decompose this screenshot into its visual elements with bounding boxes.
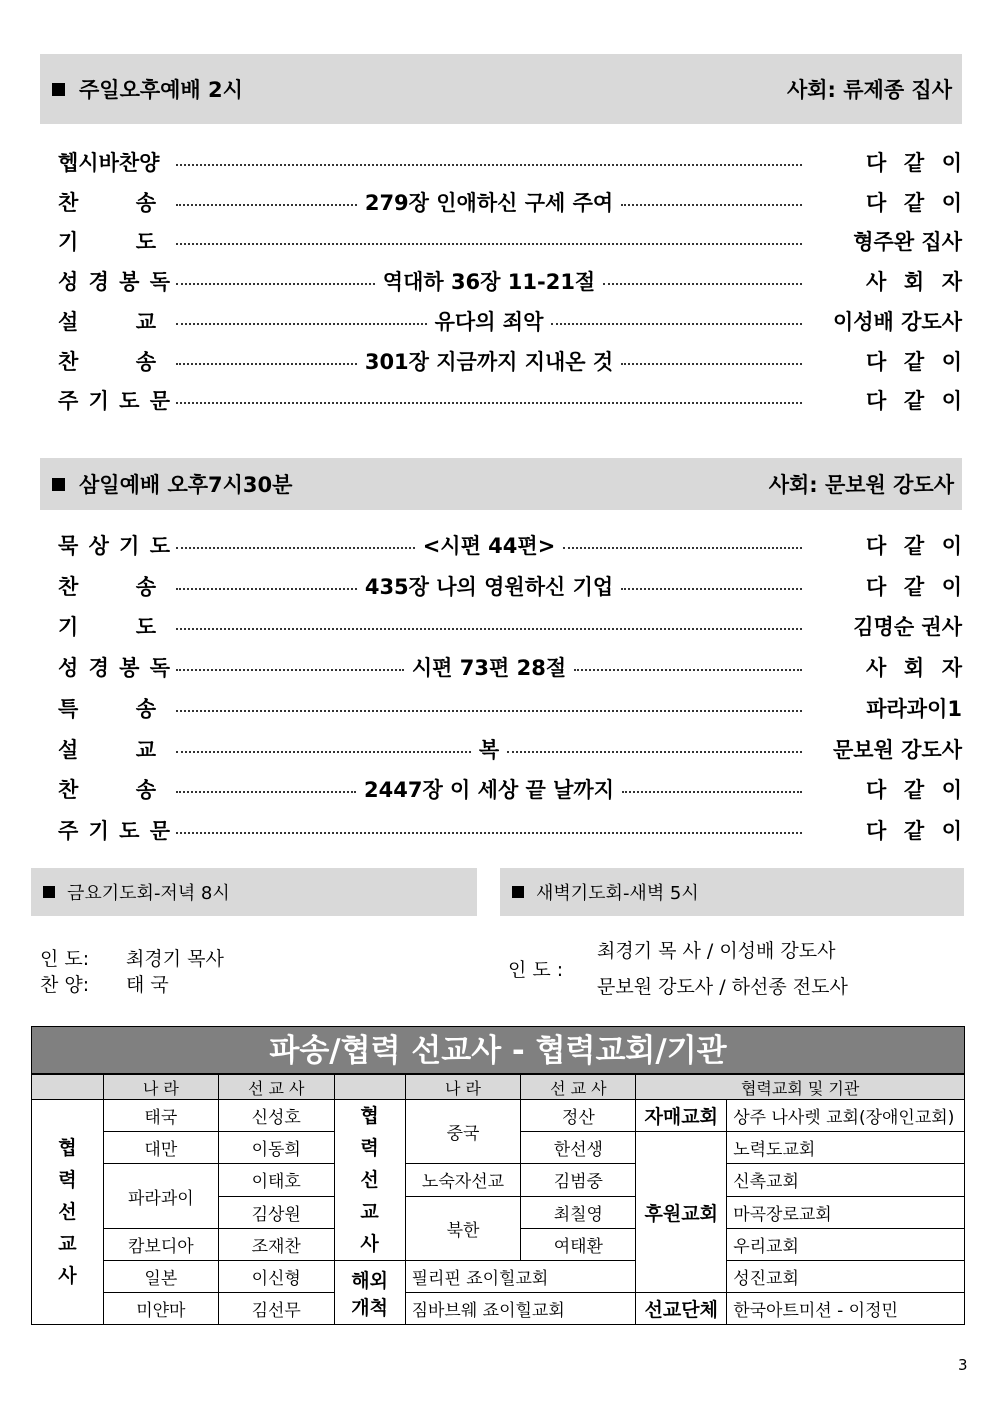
order-detail: 2447장 이 세상 끝 날까지 xyxy=(364,778,614,803)
missions-header-row xyxy=(32,1075,965,1100)
dot-leader xyxy=(176,283,375,285)
order-person xyxy=(810,611,962,641)
order-leader xyxy=(176,161,802,163)
order-detail: <시편 44편> xyxy=(422,534,556,558)
order-label-char: 송 xyxy=(135,696,156,721)
square-bullet-icon xyxy=(52,478,65,491)
header-blank-2 xyxy=(334,1075,405,1100)
order-label xyxy=(58,774,170,804)
group-label-char: 교 xyxy=(360,1201,379,1223)
missionary-paraguay-1: 이태호 xyxy=(218,1164,334,1196)
order-label xyxy=(58,652,170,682)
order-person-part: 같 xyxy=(903,818,925,843)
order-row xyxy=(58,382,962,418)
dot-leader xyxy=(551,323,802,325)
friday-praise-value: 태 국 xyxy=(126,974,169,996)
order-label xyxy=(58,306,170,336)
order-label xyxy=(58,147,170,177)
order-label-char: 도 xyxy=(119,818,140,843)
wednesday-header xyxy=(40,458,962,510)
order-label xyxy=(58,226,170,256)
order-person xyxy=(810,571,962,601)
order-label xyxy=(58,187,170,217)
order-label xyxy=(58,571,170,601)
missions-title: 파송/협력 선교사 - 협력교회/기관 xyxy=(31,1026,965,1074)
order-label-char: 송 xyxy=(135,778,156,803)
sister-church-value: 상주 나사렛 교회(장애인교회) xyxy=(727,1100,965,1132)
order-person-part: 다 xyxy=(866,151,887,175)
dawn-title-wrap xyxy=(512,879,699,905)
square-bullet-icon xyxy=(43,886,55,898)
order-person-part: 이 xyxy=(941,151,962,175)
order-detail: 시편 73편 28절 xyxy=(411,656,567,681)
dawn-line2: 문보원 강도사 / 하선종 전도사 xyxy=(597,976,848,998)
header-churches: 협력교회 및 기관 xyxy=(636,1075,965,1100)
order-label xyxy=(58,530,170,560)
order-detail: 복 xyxy=(478,737,500,762)
group-label-char: 력 xyxy=(58,1169,77,1191)
order-label-char: 봉 xyxy=(119,270,140,295)
order-person-part: 이 xyxy=(941,778,962,803)
order-label-char: 송 xyxy=(135,574,156,599)
friday-lead-value: 최경기 목사 xyxy=(126,948,224,970)
sunday-host: 사회: 류제종 집사 xyxy=(786,78,952,102)
dot-leader xyxy=(176,164,802,166)
order-person xyxy=(810,346,962,376)
order-person xyxy=(810,385,962,415)
dot-leader xyxy=(176,547,415,549)
dot-leader xyxy=(176,628,802,630)
order-person-part: 이 xyxy=(941,574,962,599)
overseas-church-1: 필리핀 죠이힐교회 xyxy=(405,1261,636,1293)
dot-leader xyxy=(176,402,802,404)
order-person-part: 문보원 강도사 xyxy=(832,737,962,762)
header-missionary: 선 교 사 xyxy=(218,1075,334,1100)
order-leader xyxy=(176,187,802,217)
order-label-char: 문 xyxy=(149,389,170,414)
order-person-part: 사 xyxy=(866,656,887,681)
missionary-homeless: 김범중 xyxy=(521,1164,636,1196)
order-person xyxy=(810,187,962,217)
order-person xyxy=(810,774,962,804)
order-person-part: 회 xyxy=(903,656,925,681)
order-label xyxy=(58,815,170,845)
order-label-char: 찬 xyxy=(58,190,79,215)
missionary-cambodia: 조재찬 xyxy=(218,1229,334,1261)
page-number: 3 xyxy=(958,1356,968,1374)
order-leader xyxy=(176,266,802,296)
order-leader xyxy=(176,707,802,709)
missionary-thai: 신성호 xyxy=(218,1100,334,1132)
dot-leader xyxy=(574,669,802,671)
dot-leader xyxy=(176,751,471,753)
missionary-paraguay-2: 김상원 xyxy=(218,1196,334,1228)
order-leader xyxy=(176,306,802,336)
mid-group-label xyxy=(334,1100,405,1261)
order-label-char: 묵 xyxy=(58,534,79,558)
dot-leader xyxy=(176,243,802,245)
order-label-char: 독 xyxy=(149,656,170,681)
mission-org-value: 한국아트미션 - 이정민 xyxy=(727,1293,965,1325)
order-detail: 279장 인애하신 구세 주여 xyxy=(364,190,614,215)
order-label-char: 주 xyxy=(58,389,79,414)
support-church-label: 후원교회 xyxy=(636,1132,727,1293)
order-leader xyxy=(176,571,802,601)
order-leader xyxy=(176,734,802,764)
dot-leader xyxy=(176,588,357,590)
country-cambodia: 캄보디아 xyxy=(103,1229,218,1261)
overseas-label-2: 개척 xyxy=(351,1296,388,1319)
order-person xyxy=(810,306,962,336)
order-label-char: 봉 xyxy=(119,656,140,681)
wednesday-title: 삼일예배 오후7시30분 xyxy=(79,473,293,497)
order-person-part: 다 xyxy=(866,574,887,599)
order-label-char: 성 xyxy=(58,656,79,681)
order-person-part: 이 xyxy=(941,190,962,215)
order-label-char: 찬 xyxy=(58,778,79,803)
order-person-part: 이 xyxy=(941,534,962,558)
order-label-char: 기 xyxy=(88,389,109,414)
order-label-char: 헵시바찬양 xyxy=(58,151,160,175)
order-label-char: 도 xyxy=(119,389,140,414)
sunday-title-wrap xyxy=(52,74,243,104)
group-label-char: 선 xyxy=(58,1201,77,1223)
order-person-part: 다 xyxy=(866,534,887,558)
order-label-char: 경 xyxy=(88,270,109,295)
wednesday-title-wrap xyxy=(52,469,292,499)
order-row xyxy=(58,812,962,848)
order-row xyxy=(58,343,962,379)
missions-table xyxy=(31,1074,965,1325)
header-country-2: 나 라 xyxy=(405,1075,521,1100)
order-label-char: 찬 xyxy=(58,574,79,599)
country-homeless: 노숙자선교 xyxy=(405,1164,521,1196)
support-church-1: 노력도교회 xyxy=(727,1132,965,1164)
order-leader xyxy=(176,652,802,682)
overseas-label xyxy=(334,1261,405,1325)
order-person-part: 형주완 집사 xyxy=(853,230,962,255)
order-person-part: 다 xyxy=(866,190,887,215)
missionary-myanmar: 김선무 xyxy=(218,1293,334,1325)
dot-leader xyxy=(621,363,802,365)
left-group-label xyxy=(32,1100,104,1325)
table-row xyxy=(32,1164,965,1196)
order-row xyxy=(58,731,962,767)
mission-org-label: 선교단체 xyxy=(636,1293,727,1325)
order-label-char: 교 xyxy=(135,737,156,762)
overseas-church-2: 짐바브웨 죠이힐교회 xyxy=(405,1293,636,1325)
group-label-char: 협 xyxy=(360,1105,379,1127)
country-paraguay: 파라과이 xyxy=(103,1164,218,1229)
support-church-3: 마곡장로교회 xyxy=(727,1196,965,1228)
missionary-taiwan: 이동희 xyxy=(218,1132,334,1164)
dot-leader xyxy=(621,588,802,590)
missionary-japan: 이신형 xyxy=(218,1261,334,1293)
order-person-part: 자 xyxy=(941,270,962,295)
order-leader xyxy=(176,625,802,627)
country-north-korea: 북한 xyxy=(405,1196,521,1260)
order-person-part: 같 xyxy=(903,389,925,414)
order-person xyxy=(810,530,962,560)
order-label-char: 기 xyxy=(119,534,140,558)
dot-leader xyxy=(176,710,802,712)
dot-leader xyxy=(507,751,802,753)
order-label-char: 주 xyxy=(58,818,79,843)
order-label-char: 경 xyxy=(88,656,109,681)
table-row xyxy=(32,1261,965,1293)
country-taiwan: 대만 xyxy=(103,1132,218,1164)
dot-leader xyxy=(176,791,356,793)
order-label-char: 찬 xyxy=(58,349,79,374)
order-person-part: 회 xyxy=(903,270,925,295)
order-label-char: 상 xyxy=(88,534,109,558)
friday-title-wrap xyxy=(43,879,230,905)
order-label-char: 성 xyxy=(58,270,79,295)
dawn-header xyxy=(500,868,964,916)
order-detail: 435장 나의 영원하신 기업 xyxy=(364,574,614,599)
order-label xyxy=(58,693,170,723)
header-missionary-2: 선 교 사 xyxy=(521,1075,636,1100)
order-label xyxy=(58,611,170,641)
dawn-line1: 최경기 목 사 / 이성배 강도사 xyxy=(597,940,836,962)
order-label-char: 특 xyxy=(58,696,79,721)
group-label-char: 사 xyxy=(58,1265,77,1287)
order-label xyxy=(58,346,170,376)
missionary-nk-1: 최칠영 xyxy=(521,1196,636,1228)
group-label-char: 선 xyxy=(360,1169,379,1191)
dot-leader xyxy=(176,323,427,325)
order-person-part: 이 xyxy=(941,818,962,843)
group-label-char: 력 xyxy=(360,1137,379,1159)
dot-leader xyxy=(176,363,357,365)
order-label xyxy=(58,734,170,764)
order-label-char: 기 xyxy=(88,818,109,843)
order-person-part: 사 xyxy=(866,270,887,295)
order-person xyxy=(810,266,962,296)
order-label-char: 기 xyxy=(58,615,79,640)
order-leader xyxy=(176,774,802,804)
missionary-china-1: 정산 xyxy=(521,1100,636,1132)
order-person-part: 자 xyxy=(941,656,962,681)
dot-leader xyxy=(621,204,802,206)
order-leader xyxy=(176,399,802,401)
country-thai: 태국 xyxy=(103,1100,218,1132)
dot-leader xyxy=(563,547,802,549)
dawn-title: 새벽기도회-새벽 5시 xyxy=(536,883,699,904)
order-person-part: 같 xyxy=(903,151,925,175)
order-person-part: 다 xyxy=(866,349,887,374)
order-label xyxy=(58,266,170,296)
order-person xyxy=(810,693,962,723)
dot-leader xyxy=(622,791,802,793)
order-row xyxy=(58,303,962,339)
square-bullet-icon xyxy=(512,886,524,898)
dot-leader xyxy=(176,669,404,671)
dot-leader xyxy=(176,832,802,834)
sunday-title: 주일오후예배 2시 xyxy=(79,78,243,102)
order-label xyxy=(58,385,170,415)
overseas-label-1: 해외 xyxy=(351,1269,388,1292)
header-blank xyxy=(32,1075,104,1100)
dawn-lead-label: 인 도 : xyxy=(508,959,564,981)
order-person-part: 이 xyxy=(941,389,962,414)
order-row xyxy=(58,184,962,220)
square-bullet-icon xyxy=(52,83,65,96)
order-person-part: 같 xyxy=(903,534,925,558)
order-label-char: 교 xyxy=(135,309,156,334)
friday-title: 금요기도회-저녁 8시 xyxy=(67,883,230,904)
order-person-part: 이성배 강도사 xyxy=(832,309,962,334)
country-myanmar: 미얀마 xyxy=(103,1293,218,1325)
friday-header xyxy=(31,868,477,916)
table-row xyxy=(32,1100,965,1132)
sunday-header xyxy=(40,54,962,124)
friday-lead-label: 인 도: xyxy=(40,948,90,970)
order-label-char: 도 xyxy=(135,615,156,640)
group-label-char: 교 xyxy=(58,1233,77,1255)
order-person-part: 김명순 권사 xyxy=(853,615,962,640)
order-label-char: 송 xyxy=(135,349,156,374)
support-church-2: 신촉교회 xyxy=(727,1164,965,1196)
missionary-china-2: 한선생 xyxy=(521,1132,636,1164)
table-row xyxy=(32,1293,965,1325)
order-person-part: 다 xyxy=(866,389,887,414)
sister-church-label: 자매교회 xyxy=(636,1100,727,1132)
order-row xyxy=(58,568,962,604)
support-church-5: 성진교회 xyxy=(727,1261,965,1293)
order-detail: 301장 지금까지 지내온 것 xyxy=(364,349,614,374)
friday-praise-label: 찬 양: xyxy=(40,974,90,996)
order-person xyxy=(810,734,962,764)
order-person xyxy=(810,815,962,845)
order-leader xyxy=(176,240,802,242)
order-row xyxy=(58,771,962,807)
order-detail: 유다의 죄악 xyxy=(434,309,544,334)
order-person-part: 다 xyxy=(866,778,887,803)
order-person-part: 파라과이1 xyxy=(866,696,962,721)
order-label-char: 독 xyxy=(149,270,170,295)
order-row xyxy=(58,649,962,685)
country-china: 중국 xyxy=(405,1100,521,1164)
order-leader xyxy=(176,829,802,831)
order-person-part: 같 xyxy=(903,349,925,374)
order-label-char: 설 xyxy=(58,737,79,762)
order-row xyxy=(58,144,962,180)
dot-leader xyxy=(603,283,802,285)
order-row xyxy=(58,690,962,726)
dot-leader xyxy=(176,204,357,206)
order-person-part: 같 xyxy=(903,778,925,803)
order-label-char: 도 xyxy=(149,534,170,558)
order-row xyxy=(58,223,962,259)
order-person xyxy=(810,652,962,682)
order-person-part: 같 xyxy=(903,574,925,599)
order-label-char: 도 xyxy=(135,230,156,255)
order-label-char: 기 xyxy=(58,230,79,255)
order-person-part: 다 xyxy=(866,818,887,843)
order-row xyxy=(58,608,962,644)
header-country: 나 라 xyxy=(103,1075,218,1100)
order-leader xyxy=(176,530,802,560)
missionary-nk-2: 여태환 xyxy=(521,1229,636,1261)
order-person-part: 같 xyxy=(903,190,925,215)
order-person xyxy=(810,147,962,177)
wednesday-host: 사회: 문보원 강도사 xyxy=(768,473,954,497)
country-japan: 일본 xyxy=(103,1261,218,1293)
support-church-4: 우리교회 xyxy=(727,1229,965,1261)
order-row xyxy=(58,527,962,563)
order-person-part: 이 xyxy=(941,349,962,374)
order-label-char: 문 xyxy=(149,818,170,843)
group-label-char: 협 xyxy=(58,1137,77,1159)
order-detail: 역대하 36장 11-21절 xyxy=(382,270,596,295)
order-person xyxy=(810,226,962,256)
order-label-char: 설 xyxy=(58,309,79,334)
order-row xyxy=(58,263,962,299)
group-label-char: 사 xyxy=(360,1233,379,1255)
order-leader xyxy=(176,346,802,376)
order-label-char: 송 xyxy=(135,190,156,215)
